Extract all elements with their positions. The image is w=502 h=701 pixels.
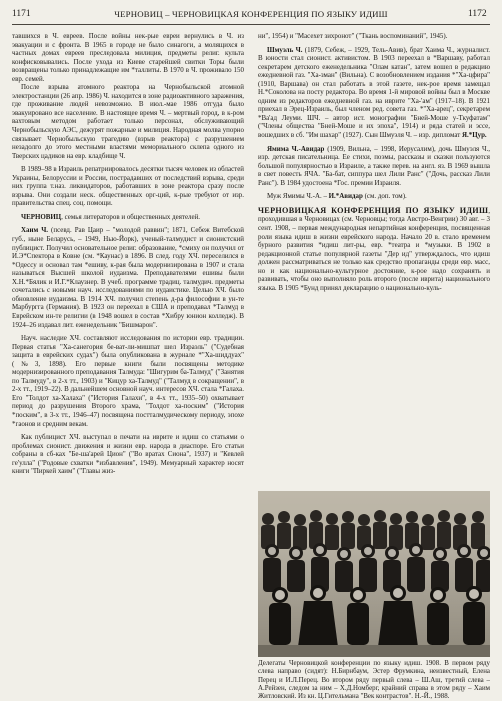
paragraph: тавшихся в Ч. евреев. После войны нек-рые евреи вернулись в Ч. из эвакуации и с фронта. В 1965 в городе не было синагоги, а молящихся в частных домах евреев преследовала милиция, предметы религ. культа конфисковывались. После ухода из Киеве старейшей свитки Торы были возвращены только принадлежащие им *таллиты. В 1970 в Ч. проживало 150 евр. семей.	[12, 32, 244, 83]
entry-conference	[258, 206, 490, 293]
page-number-right: 1172	[468, 9, 487, 19]
entry-shmuel	[258, 46, 490, 140]
page-number-left: 1171	[12, 9, 31, 19]
paragraph: Науч. наследие ХЧ. составляют исследования по истории евр. традиции. Первая статья "Ха-санегория бе-ват-ли-мишпат шел Израэль" ("Судебная защита в еврейских судах") была опубликована в журнале *"Ха-шиддуах" (№3, 1898). Его первые книги были посвящены методике модернизированного преподавания Талмуда: "Шигурим ба-Талмуд" ("Занятия по Талмуду", в 2-х тт., 1903) и "Кицур ха-Талмуд" ("Талмуд в сокращении", в 2-х тт., 1919–22). В дальнейшем основной науч. интересов ХЧ. стала *Галаха. Его "Толдот ха-Халаха" ("История Галахи", в 4-х тт., 1935–50) охватывает период до разрушения Второго храма, "Толдот ха-поским" ("История *поским", в 3-х тт., 1946–47) посвящена постталмудическому периоду, эпохе *гаонов и средним векам.	[12, 334, 244, 428]
running-title: ЧЕРНОВИЦ – ЧЕРНОВИЦКАЯ КОНФЕРЕНЦИЯ ПО ЯЗЫКУ ИДИШ	[114, 9, 388, 19]
paragraph: После взрыва атомного реактора на Чернобыльской атомной электростанции (26 апр. 1986) Ч. находится в зоне радиоактивного заражения, где проживание людей невозможно. В июл.-мае 1986 отгуда было эвакуировано все население. В настоящее время Ч. – мертвый город, в к-ром вахтовым методом работает только персонал, обслуживающий Чернобыльскую АЭС, дежурят пожарные и милиция. Народная молва упорно связывает Чернобыльскую трагедию (взрыв реактора) с разрушением незадолго до этого местными властями мемориального склепа одного из Тверских цадиков на евр. кладбище Ч.	[12, 83, 244, 160]
page-header	[0, 9, 502, 23]
cross-reference: Я.*Цур.	[462, 131, 487, 140]
person-headword: Шмуэль Ч.	[267, 45, 303, 54]
text: (см. доп. том).	[362, 192, 407, 201]
header-rule	[12, 24, 490, 25]
entry-headword: ЧЕРНОВИЦ	[21, 212, 62, 221]
paragraph: В 1989–98 в Израиль репатриировалось десятки тысяч человек из областей Украины, Белоруссии и России, пострадавших от последствий взрыва, среди них группа т.наз. ликвидаторов, работавших в зоне реактора сразу после взрыва. Они создали неск. общественных орг-ций, к-рые требуют от изр. правительства спец. соц. помощи.	[12, 165, 244, 208]
entry-header-chernovits	[12, 213, 244, 222]
person-headword: Ямима Ч.-Авидар	[267, 144, 325, 153]
left-column	[12, 32, 244, 476]
entry-yamima	[258, 145, 490, 188]
photo-caption: Делегаты Черновицкой конференции по языку идиш. 1908. В первом ряду слева направо (сидят): Н.Бирнбаум, Эстер Фрумкина, неизвестный, Елена Перец и И.Л.Перец. Во втором ряду первый слева – Ш.Аш, третий слева – А.Рейзен, следом за ним – Х.Д.Номберг, крайний справа в этом ряду – Хаим Житловский. Из кн. Ц.Гительмана "Век контрастов". Н.-Й., 1988.	[258, 660, 490, 701]
section-title: ЧЕРНОВИЦКАЯ КОНФЕРЕНЦИЯ ПО ЯЗЫКУ ИДИШ	[258, 205, 489, 215]
paragraph-text: (1879, Себеж, – 1929, Тель-Авив), брат Хаима Ч., журналист. В юности стал сионист. активистом. В 1903 переехал в *Варшаву, работал секретарем детского еженедельника "Олам катан", затем вошел в редакцию ежедневной газ. "Ха-зман" (Вильна). С возобновлением издания *"Ха-цфира" (1910, Варшава) он стал работать в этой газете, нек-рое время замещал Н.*Соколова на посту редактора. Во время 1-й мировой войны был в Москве одним из редакторов ежедневной газ. на иврите "Ха-'ам" (1917–18). В 1921 приехал в Эрец-Израиль, был членом ред. совета газ. *"Ха-арец", секретарем *Ва'ад Леуми. ШЧ. – автор ист. монографии "Бней-Моше у-Ткуфатам" ("Члены общества "Бней-Моше и их эпоха", 1914) и ряда статей и эссе, вошедших в сб. "Им шахар" (1927). Сын Шмуэля Ч. – изр. дипломат	[258, 45, 490, 140]
cross-reference: И.*Авидар	[328, 192, 363, 201]
delegates-group-photo	[258, 491, 490, 657]
person-headword: Хаим Ч.	[21, 226, 49, 235]
entry-khaim	[12, 226, 244, 329]
group-photo-illustration	[258, 491, 490, 657]
paragraph-text: (1909, Вильна, – 1998, Иерусалим), дочь Шмуэля Ч., изр. детская писательница. Ее стихи, поэмы, рассказы и сказки пользуются большой популярностью в Израиле, а также перев. на англ. яз. В 1969 вышла в свет повесть ЯЧА. "Ба-бат, сиппура шел Лили Ранс" ("Дочь, рассказ Лили Ранс"). В 1984 удостоена *Гос. премии Израиля.	[258, 144, 491, 187]
photo-floor	[258, 645, 490, 657]
right-column	[258, 32, 490, 292]
paragraph-husband	[258, 192, 490, 201]
paragraph-text: (псевд. Рав Цаир – "молодой раввин"; 1871, Себеж Витебской губ., ныне Беларусь, – 1949, Нью-Йорк), ученый-талмудист и сионистский публицист. Получил основательное религ. образование, *смиху он получил от И.Э*Спектора в Ковне (см. *Каунас) в 1896. В след. году ХЧ. переселился в *Одессу и основал там *ешиву, к-рая была модернизирована в 1907 и стала называться Высшей школой иудаизма. Преподавателями ешивы были Х.Н.*Бялик и И.Г.*Клаузнер. В учеб. программе традиц. талмудич. предметы сочетались с новыми науч. исследованиями по иудаистике. Целью ХЧ. было обновление иудаизма. В 1914 ХЧ. получил степень д-ра философии в ун-те Марбургга (Германия). В 1923 он переехал в США и преподавал *Талмуд в Еврейском ин-те религии (в 1948 вошел в состав *Хибру юнион колледж). В 1924–26 издавал лит. еженедельник "Бишмарон".	[12, 226, 244, 329]
text: Муж Ямимы Ч.-А. –	[267, 192, 329, 201]
entry-header-text: , семья литераторов и общественных деятелей.	[61, 212, 201, 221]
paragraph-text: , проходившая в Черновицах (см. Черновцы; тогда Австро-Венгрии) 30 авг. – 3 сент. 1908, – первая международная непартийная конференция, посвященная роли языка идиш в жизни еврейского народа. Начало 20 в. стало временем бурного развития *идиш лит-ры, евр. *театра и *музыки. В 1902 в редакционной статье популярной газеты "Дер ид" утверждалось, что идиш должен рассматриваться не только как средство пропаганды среди евр. масс, но и как национально-культурное достояние, к-рое надо сохранять и развивать, чтобы оно выполняло роль второго (после иврита) национального языка. В 1905 *Бунд принял декларацию о национально-куль-	[258, 206, 490, 292]
paragraph: ни", 1954) и "Масехет зихронот" ("Ткань воспоминаний", 1945).	[258, 32, 448, 40]
paragraph: Как публицист ХЧ. выступал в печати на иврите и идиш со статьями о проблемах сионист. движения и жизни евр. народа в диаспоре. Его статьи собраны в сб-ках "Бе-ша'арей Цион" ("Во вратах Сиона", 1937) и "Кевлей ге'улла" ("Родовые схватки *избавления", 1949). Мемуарный характер носят книги "Пиркей хаим" ("Главы жиз-	[12, 433, 244, 476]
